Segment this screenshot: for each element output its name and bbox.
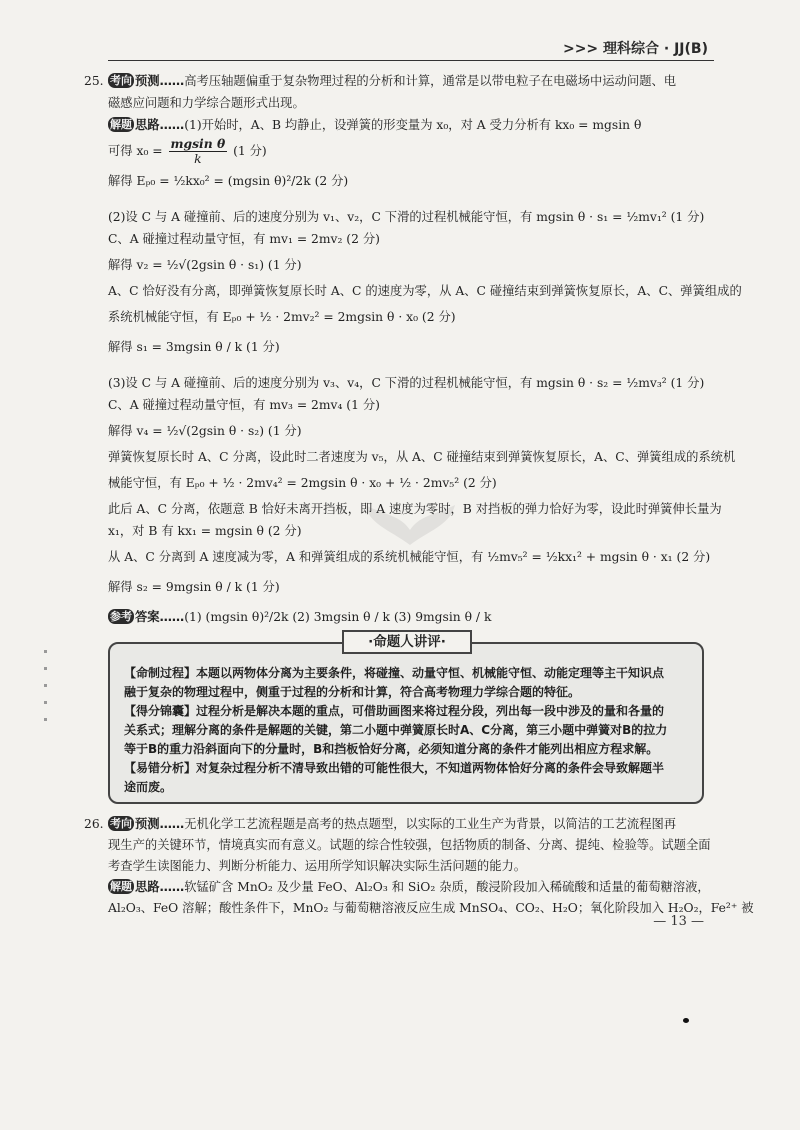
commentary-line: 融于复杂的物理过程中，侧重于过程的分析和计算，符合高考物理力学综合题的特征。 bbox=[124, 685, 581, 699]
fraction bbox=[169, 137, 228, 166]
commentary-title: ·命题人讲评· bbox=[342, 630, 472, 654]
q25-intro-line-1 bbox=[84, 70, 708, 92]
q25-step-16: x₁，对 B 有 kx₁ = mgsin θ (2 分) bbox=[108, 524, 302, 538]
commentary-line: 途而废。 bbox=[124, 780, 173, 794]
q25-number: 25. bbox=[84, 74, 104, 88]
page-header bbox=[0, 36, 800, 62]
q25-step-2 bbox=[108, 136, 708, 166]
q25-step-5: C、A 碰撞过程动量守恒，有 mv₁ = 2mv₂ (2 分) bbox=[108, 232, 380, 246]
commentary-line: 【命制过程】本题以两物体分离为主要条件，将碰撞、动量守恒、机械能守恒、动能定理等主干知识点 bbox=[124, 666, 665, 680]
page-number: — 13 — bbox=[653, 914, 704, 929]
tag-kaoxiang: 考向 bbox=[110, 74, 132, 87]
q25-step-4: (2)设 C 与 A 碰撞前、后的速度分别为 v₁、v₂，C 下滑的过程机械能守恒，有 mgsin θ · s₁ = ½mv₁² (1 分) bbox=[108, 210, 705, 224]
commentary-body bbox=[124, 664, 690, 797]
q26-step-1: 软锰矿含 MnO₂ 及少量 FeO、Al₂O₃ 和 SiO₂ 杂质，酸浸阶段加入稀硫酸和适量的葡萄糖溶液， bbox=[184, 880, 710, 894]
q25-step-2-post: (1 分) bbox=[233, 144, 267, 158]
q25-step-17: 从 A、C 分离到 A 速度减为零，A 和弹簧组成的系统机械能守恒，有 ½mv₅² = ½kx₁² + mgsin θ · x₁ (2 分) bbox=[108, 550, 711, 564]
q25-step-12: 解得 v₄ = ½√(2gsin θ · s₂) (1 分) bbox=[108, 424, 302, 438]
tag-cankao: 参考 bbox=[110, 610, 132, 623]
q25-step-10: (3)设 C 与 A 碰撞前、后的速度分别为 v₃、v₄，C 下滑的过程机械能守恒，有 mgsin θ · s₂ = ½mv₃² (1 分) bbox=[108, 376, 705, 390]
q26-intro-text-1: 无机化学工艺流程题是高考的热点题型，以实际的工业生产为背景，以简洁的工艺流程图再 bbox=[184, 817, 677, 831]
q25-solution-1 bbox=[108, 114, 708, 136]
tag-kaoxiang-rest: 预测…… bbox=[135, 817, 185, 831]
tag-kaoxiang: 考向 bbox=[110, 817, 132, 830]
q25-step-1: (1)开始时，A、B 均静止，设弹簧的形变量为 x₀，对 A 受力分析有 kx₀ = mgsin θ bbox=[184, 118, 642, 132]
header-title: >>> 理科综合 · JJ(B) bbox=[562, 41, 708, 57]
q26-intro-line-2: 现生产的关键环节，情境真实而有意义。试题的综合性较强，包括物质的制备、分离、提纯、检验等。试题全面 bbox=[108, 838, 711, 852]
question-25 bbox=[84, 70, 742, 632]
tag-jieti-rest: 思路…… bbox=[135, 118, 185, 132]
fraction-numerator: mgsin θ bbox=[170, 136, 226, 151]
q25-step-14: 械能守恒，有 Eₚ₀ + ½ · 2mv₄² = 2mgsin θ · x₀ + ½ · 2mv₅² (2 分) bbox=[108, 476, 497, 490]
tag-jieti: 解题 bbox=[110, 880, 132, 893]
commentary-line: 【易错分析】对复杂过程分析不清导致出错的可能性很大，不知道两物体恰好分离的条件会导致解题半 bbox=[124, 761, 665, 775]
margin-marks bbox=[44, 650, 48, 735]
tag-jieti: 解题 bbox=[110, 118, 132, 131]
commentary-line: 关系式；理解分离的条件是解题的关键，第二小题中弹簧原长时A、C分离，第三小题中弹簧对B的拉力 bbox=[124, 723, 668, 737]
q26-solution-1 bbox=[108, 877, 708, 898]
commentary-box bbox=[108, 634, 704, 804]
q25-step-11: C、A 碰撞过程动量守恒，有 mv₃ = 2mv₄ (1 分) bbox=[108, 398, 380, 412]
header-rule bbox=[108, 60, 714, 61]
q25-step-9: 解得 s₁ = 3mgsin θ / k (1 分) bbox=[108, 340, 280, 354]
q25-answer bbox=[108, 602, 708, 632]
q25-step-13: 弹簧恢复原长时 A、C 分离，设此时二者速度为 v₅，从 A、C 碰撞结束到弹簧恢复原长，A、C、弹簧组成的系统机 bbox=[108, 450, 736, 464]
q25-step-8: 系统机械能守恒，有 Eₚ₀ + ½ · 2mv₂² = 2mgsin θ · x₀ (2 分) bbox=[108, 310, 456, 324]
q26-number: 26. bbox=[84, 817, 104, 831]
q26-intro-line-1 bbox=[84, 814, 708, 835]
q25-step-6: 解得 v₂ = ½√(2gsin θ · s₁) (1 分) bbox=[108, 258, 302, 272]
tag-kaoxiang-rest: 预测…… bbox=[135, 74, 185, 88]
fraction-denominator: k bbox=[194, 152, 202, 166]
q26-step-2: Al₂O₃、FeO 溶解；酸性条件下，MnO₂ 与葡萄糖溶液反应生成 MnSO₄、CO₂、H₂O；氧化阶段加入 H₂O₂，Fe²⁺ 被 bbox=[108, 901, 754, 915]
tag-cankao-rest: 答案…… bbox=[135, 610, 185, 624]
q25-intro-text-1: 高考压轴题偏重于复杂物理过程的分析和计算，通常是以带电粒子在电磁场中运动问题、电 bbox=[184, 74, 677, 88]
commentary-line: 等于B的重力沿斜面向下的分量时，B和挡板恰好分离，必须知道分离的条件才能列出相应方程求解。 bbox=[124, 742, 659, 756]
q25-step-18: 解得 s₂ = 9mgsin θ / k (1 分) bbox=[108, 580, 280, 594]
question-26 bbox=[84, 814, 754, 919]
ink-spot bbox=[683, 1018, 689, 1023]
q26-intro-line-3: 考查学生读图能力、判断分析能力、运用所学知识解决实际生活问题的能力。 bbox=[108, 859, 527, 873]
q25-step-7: A、C 恰好没有分离，即弹簧恢复原长时 A、C 的速度为零，从 A、C 碰撞结束到弹簧恢复原长，A、C、弹簧组成的 bbox=[108, 284, 742, 298]
q25-answer-text: (1) (mgsin θ)²/2k (2) 3mgsin θ / k (3) 9mgsin θ / k bbox=[184, 610, 492, 624]
q25-intro-line-2: 磁感应问题和力学综合题形式出现。 bbox=[108, 96, 305, 110]
q25-step-3: 解得 Eₚ₀ = ½kx₀² = (mgsin θ)²/2k (2 分) bbox=[108, 174, 349, 188]
q25-step-2-pre: 可得 x₀ = bbox=[108, 144, 163, 158]
q25-step-15: 此后 A、C 分离，依题意 B 恰好未离开挡板，即 A 速度为零时，B 对挡板的弹力恰好为零，设此时弹簧伸长量为 bbox=[108, 502, 722, 516]
commentary-line: 【得分锦囊】过程分析是解决本题的重点，可借助画图来将过程分段，列出每一段中涉及的量和各量的 bbox=[124, 704, 665, 718]
tag-jieti-rest: 思路…… bbox=[135, 880, 185, 894]
